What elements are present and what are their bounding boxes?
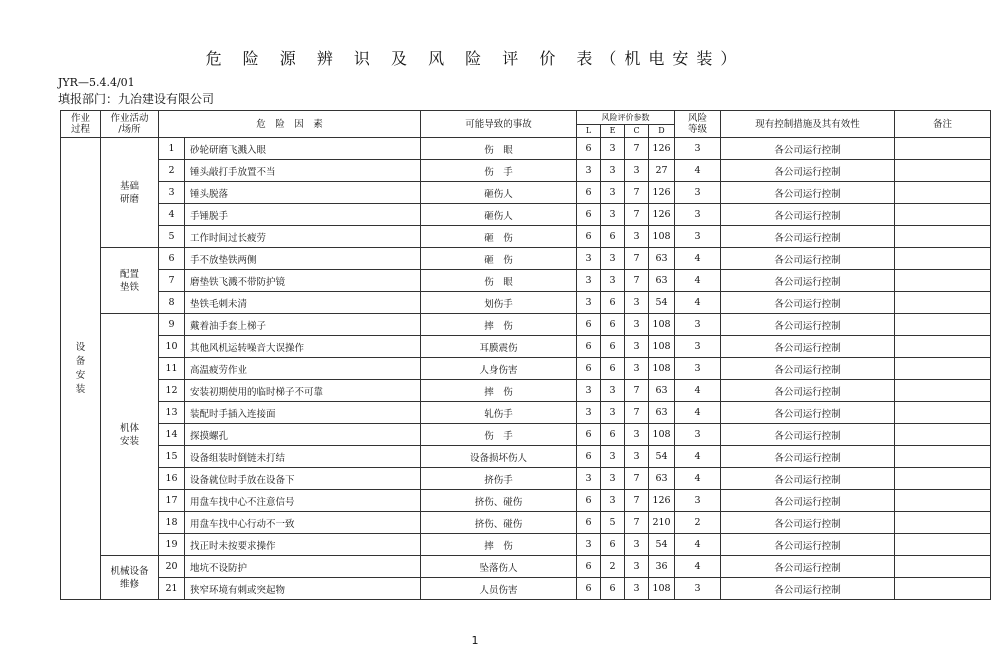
- e-value: 3: [601, 182, 625, 204]
- l-value: 6: [577, 336, 601, 358]
- risk-level: 3: [675, 578, 721, 600]
- l-value: 6: [577, 204, 601, 226]
- control-measure: 各公司运行控制: [721, 534, 895, 556]
- hazard-cell: 其他风机运转噪音大误操作: [185, 336, 421, 358]
- risk-assessment-table: [60, 110, 991, 600]
- accident-cell: 砸伤人: [421, 204, 577, 226]
- remark-cell: [895, 490, 991, 512]
- accident-cell: 摔 伤: [421, 314, 577, 336]
- table-row: [61, 182, 991, 204]
- c-value: 3: [625, 424, 649, 446]
- accident-cell: 设备损坏伤人: [421, 446, 577, 468]
- remark-cell: [895, 512, 991, 534]
- hazard-cell: 探摸螺孔: [185, 424, 421, 446]
- hazard-cell: 锤头敲打手放置不当: [185, 160, 421, 182]
- header-hazard: 危 险 因 素: [159, 111, 421, 138]
- control-measure: 各公司运行控制: [721, 424, 895, 446]
- e-value: 6: [601, 424, 625, 446]
- d-value: 108: [649, 578, 675, 600]
- row-number: 21: [159, 578, 185, 600]
- c-value: 7: [625, 380, 649, 402]
- e-value: 3: [601, 204, 625, 226]
- control-measure: 各公司运行控制: [721, 314, 895, 336]
- table-row: [61, 468, 991, 490]
- hazard-cell: 找正时未按要求操作: [185, 534, 421, 556]
- risk-level: 4: [675, 270, 721, 292]
- d-value: 63: [649, 468, 675, 490]
- remark-cell: [895, 402, 991, 424]
- risk-level: 4: [675, 534, 721, 556]
- control-measure: 各公司运行控制: [721, 270, 895, 292]
- risk-level: 4: [675, 446, 721, 468]
- l-value: 6: [577, 226, 601, 248]
- d-value: 54: [649, 534, 675, 556]
- e-value: 6: [601, 358, 625, 380]
- e-value: 3: [601, 138, 625, 160]
- accident-cell: 耳膜震伤: [421, 336, 577, 358]
- d-value: 54: [649, 446, 675, 468]
- l-value: 3: [577, 402, 601, 424]
- risk-level: 3: [675, 314, 721, 336]
- control-measure: 各公司运行控制: [721, 380, 895, 402]
- row-number: 3: [159, 182, 185, 204]
- e-value: 6: [601, 534, 625, 556]
- l-value: 6: [577, 512, 601, 534]
- d-value: 108: [649, 358, 675, 380]
- table-row: [61, 314, 991, 336]
- accident-cell: 人身伤害: [421, 358, 577, 380]
- hazard-cell: 狭窄环境有刺或突起物: [185, 578, 421, 600]
- header-control: 现有控制措施及其有效性: [721, 111, 895, 138]
- control-measure: 各公司运行控制: [721, 512, 895, 534]
- c-value: 7: [625, 402, 649, 424]
- hazard-cell: 安装初期使用的临时梯子不可靠: [185, 380, 421, 402]
- table-row: [61, 248, 991, 270]
- l-value: 6: [577, 182, 601, 204]
- c-value: 3: [625, 292, 649, 314]
- header-activity: 作业活动 /场所: [101, 111, 159, 138]
- c-value: 3: [625, 578, 649, 600]
- header-C: C: [625, 125, 649, 138]
- d-value: 36: [649, 556, 675, 578]
- c-value: 3: [625, 226, 649, 248]
- l-value: 6: [577, 424, 601, 446]
- document-code: JYR—5.4.4/01: [58, 76, 135, 89]
- header-process: 作业 过程: [61, 111, 101, 138]
- d-value: 63: [649, 380, 675, 402]
- l-value: 6: [577, 314, 601, 336]
- l-value: 3: [577, 270, 601, 292]
- row-number: 12: [159, 380, 185, 402]
- header-remark: 备注: [895, 111, 991, 138]
- c-value: 7: [625, 490, 649, 512]
- c-value: 7: [625, 468, 649, 490]
- accident-cell: 划伤手: [421, 292, 577, 314]
- risk-level: 4: [675, 556, 721, 578]
- header-D: D: [649, 125, 675, 138]
- control-measure: 各公司运行控制: [721, 160, 895, 182]
- c-value: 7: [625, 182, 649, 204]
- d-value: 210: [649, 512, 675, 534]
- d-value: 108: [649, 336, 675, 358]
- accident-cell: 轧伤手: [421, 402, 577, 424]
- risk-level: 4: [675, 292, 721, 314]
- d-value: 63: [649, 248, 675, 270]
- remark-cell: [895, 534, 991, 556]
- row-number: 10: [159, 336, 185, 358]
- accident-cell: 砸伤人: [421, 182, 577, 204]
- remark-cell: [895, 270, 991, 292]
- table-row: [61, 226, 991, 248]
- hazard-cell: 高温疲劳作业: [185, 358, 421, 380]
- header-E: E: [601, 125, 625, 138]
- accident-cell: 摔 伤: [421, 534, 577, 556]
- row-number: 14: [159, 424, 185, 446]
- row-number: 5: [159, 226, 185, 248]
- remark-cell: [895, 226, 991, 248]
- table-row: [61, 446, 991, 468]
- remark-cell: [895, 314, 991, 336]
- l-value: 3: [577, 468, 601, 490]
- control-measure: 各公司运行控制: [721, 182, 895, 204]
- c-value: 7: [625, 204, 649, 226]
- remark-cell: [895, 204, 991, 226]
- accident-cell: 砸 伤: [421, 248, 577, 270]
- hazard-cell: 砂轮研磨飞溅入眼: [185, 138, 421, 160]
- document-title: 危 险 源 辨 识 及 风 险 评 价 表（机电安装）: [205, 49, 745, 68]
- accident-cell: 摔 伤: [421, 380, 577, 402]
- accident-cell: 砸 伤: [421, 226, 577, 248]
- risk-level: 3: [675, 138, 721, 160]
- hazard-cell: 垫铁毛刺未清: [185, 292, 421, 314]
- l-value: 3: [577, 534, 601, 556]
- hazard-cell: 设备就位时手放在设备下: [185, 468, 421, 490]
- header-accident: 可能导致的事故: [421, 111, 577, 138]
- accident-cell: 挤伤、碰伤: [421, 490, 577, 512]
- d-value: 126: [649, 204, 675, 226]
- control-measure: 各公司运行控制: [721, 292, 895, 314]
- e-value: 6: [601, 336, 625, 358]
- activity-cell: 配置 垫铁: [101, 248, 159, 314]
- e-value: 6: [601, 292, 625, 314]
- control-measure: 各公司运行控制: [721, 556, 895, 578]
- e-value: 6: [601, 578, 625, 600]
- d-value: 63: [649, 270, 675, 292]
- risk-level: 4: [675, 468, 721, 490]
- remark-cell: [895, 292, 991, 314]
- table-row: [61, 204, 991, 226]
- table-row: [61, 402, 991, 424]
- remark-cell: [895, 160, 991, 182]
- control-measure: 各公司运行控制: [721, 446, 895, 468]
- control-measure: 各公司运行控制: [721, 402, 895, 424]
- e-value: 3: [601, 380, 625, 402]
- remark-cell: [895, 336, 991, 358]
- e-value: 3: [601, 402, 625, 424]
- row-number: 16: [159, 468, 185, 490]
- row-number: 9: [159, 314, 185, 336]
- table-row: [61, 534, 991, 556]
- table-row: [61, 336, 991, 358]
- control-measure: 各公司运行控制: [721, 226, 895, 248]
- table-row: [61, 358, 991, 380]
- page-number: 1: [471, 634, 479, 647]
- row-number: 13: [159, 402, 185, 424]
- e-value: 3: [601, 468, 625, 490]
- row-number: 17: [159, 490, 185, 512]
- c-value: 7: [625, 512, 649, 534]
- risk-level: 3: [675, 204, 721, 226]
- c-value: 3: [625, 556, 649, 578]
- risk-level: 4: [675, 160, 721, 182]
- risk-level: 3: [675, 424, 721, 446]
- row-number: 6: [159, 248, 185, 270]
- l-value: 6: [577, 578, 601, 600]
- risk-level: 3: [675, 358, 721, 380]
- table-row: [61, 578, 991, 600]
- e-value: 3: [601, 270, 625, 292]
- d-value: 108: [649, 314, 675, 336]
- hazard-cell: 手锤脱手: [185, 204, 421, 226]
- hazard-cell: 装配时手插入连接面: [185, 402, 421, 424]
- table-row: [61, 512, 991, 534]
- risk-level: 4: [675, 380, 721, 402]
- d-value: 54: [649, 292, 675, 314]
- control-measure: 各公司运行控制: [721, 578, 895, 600]
- d-value: 108: [649, 226, 675, 248]
- l-value: 6: [577, 138, 601, 160]
- remark-cell: [895, 556, 991, 578]
- l-value: 3: [577, 160, 601, 182]
- control-measure: 各公司运行控制: [721, 336, 895, 358]
- e-value: 6: [601, 226, 625, 248]
- d-value: 63: [649, 402, 675, 424]
- row-number: 20: [159, 556, 185, 578]
- risk-level: 3: [675, 336, 721, 358]
- row-number: 4: [159, 204, 185, 226]
- remark-cell: [895, 182, 991, 204]
- e-value: 3: [601, 446, 625, 468]
- hazard-cell: 地坑不设防护: [185, 556, 421, 578]
- l-value: 6: [577, 556, 601, 578]
- remark-cell: [895, 468, 991, 490]
- risk-level: 3: [675, 182, 721, 204]
- hazard-cell: 手不放垫铁两侧: [185, 248, 421, 270]
- l-value: 3: [577, 380, 601, 402]
- remark-cell: [895, 424, 991, 446]
- activity-cell: 机体 安装: [101, 314, 159, 556]
- accident-cell: 挤伤、碰伤: [421, 512, 577, 534]
- hazard-cell: 工作时间过长疲劳: [185, 226, 421, 248]
- remark-cell: [895, 138, 991, 160]
- e-value: 3: [601, 490, 625, 512]
- d-value: 126: [649, 490, 675, 512]
- row-number: 11: [159, 358, 185, 380]
- reporting-department: 填报部门：九冶建设有限公司: [58, 92, 215, 106]
- control-measure: 各公司运行控制: [721, 468, 895, 490]
- l-value: 3: [577, 292, 601, 314]
- table-row: [61, 556, 991, 578]
- control-measure: 各公司运行控制: [721, 490, 895, 512]
- l-value: 6: [577, 358, 601, 380]
- risk-level: 2: [675, 512, 721, 534]
- control-measure: 各公司运行控制: [721, 248, 895, 270]
- l-value: 6: [577, 490, 601, 512]
- c-value: 3: [625, 534, 649, 556]
- e-value: 5: [601, 512, 625, 534]
- accident-cell: 坠落伤人: [421, 556, 577, 578]
- accident-cell: 人员伤害: [421, 578, 577, 600]
- table-row: [61, 380, 991, 402]
- activity-cell: 基础 研磨: [101, 138, 159, 248]
- c-value: 7: [625, 270, 649, 292]
- header-level: 风险 等级: [675, 111, 721, 138]
- row-number: 8: [159, 292, 185, 314]
- control-measure: 各公司运行控制: [721, 138, 895, 160]
- e-value: 3: [601, 248, 625, 270]
- c-value: 3: [625, 314, 649, 336]
- d-value: 27: [649, 160, 675, 182]
- control-measure: 各公司运行控制: [721, 358, 895, 380]
- l-value: 6: [577, 446, 601, 468]
- d-value: 126: [649, 138, 675, 160]
- hazard-cell: 用盘车找中心行动不一致: [185, 512, 421, 534]
- row-number: 15: [159, 446, 185, 468]
- header-L: L: [577, 125, 601, 138]
- risk-level: 4: [675, 402, 721, 424]
- c-value: 3: [625, 336, 649, 358]
- hazard-cell: 戴着油手套上梯子: [185, 314, 421, 336]
- hazard-cell: 磨垫铁飞溅不带防护镜: [185, 270, 421, 292]
- hazard-cell: 用盘车找中心不注意信号: [185, 490, 421, 512]
- e-value: 3: [601, 160, 625, 182]
- row-number: 1: [159, 138, 185, 160]
- row-number: 19: [159, 534, 185, 556]
- c-value: 7: [625, 138, 649, 160]
- c-value: 3: [625, 446, 649, 468]
- c-value: 3: [625, 358, 649, 380]
- accident-cell: 伤 眼: [421, 270, 577, 292]
- d-value: 108: [649, 424, 675, 446]
- row-number: 2: [159, 160, 185, 182]
- process-cell: 设 备 安 装: [61, 138, 101, 600]
- remark-cell: [895, 248, 991, 270]
- table-row: [61, 490, 991, 512]
- remark-cell: [895, 358, 991, 380]
- e-value: 6: [601, 314, 625, 336]
- risk-level: 3: [675, 490, 721, 512]
- accident-cell: 伤 手: [421, 160, 577, 182]
- risk-level: 4: [675, 248, 721, 270]
- accident-cell: 伤 眼: [421, 138, 577, 160]
- hazard-cell: 设备组装时倒链未打结: [185, 446, 421, 468]
- control-measure: 各公司运行控制: [721, 204, 895, 226]
- hazard-cell: 锤头脱落: [185, 182, 421, 204]
- accident-cell: 挤伤手: [421, 468, 577, 490]
- risk-level: 3: [675, 226, 721, 248]
- row-number: 7: [159, 270, 185, 292]
- remark-cell: [895, 578, 991, 600]
- c-value: 7: [625, 248, 649, 270]
- table-row: [61, 160, 991, 182]
- table-row: [61, 270, 991, 292]
- remark-cell: [895, 446, 991, 468]
- activity-cell: 机械设备 维修: [101, 556, 159, 600]
- e-value: 2: [601, 556, 625, 578]
- remark-cell: [895, 380, 991, 402]
- accident-cell: 伤 手: [421, 424, 577, 446]
- table-row: [61, 138, 991, 160]
- c-value: 3: [625, 160, 649, 182]
- l-value: 3: [577, 248, 601, 270]
- d-value: 126: [649, 182, 675, 204]
- header-params: 风险评价参数: [577, 111, 675, 125]
- table-row: [61, 424, 991, 446]
- table-row: [61, 292, 991, 314]
- row-number: 18: [159, 512, 185, 534]
